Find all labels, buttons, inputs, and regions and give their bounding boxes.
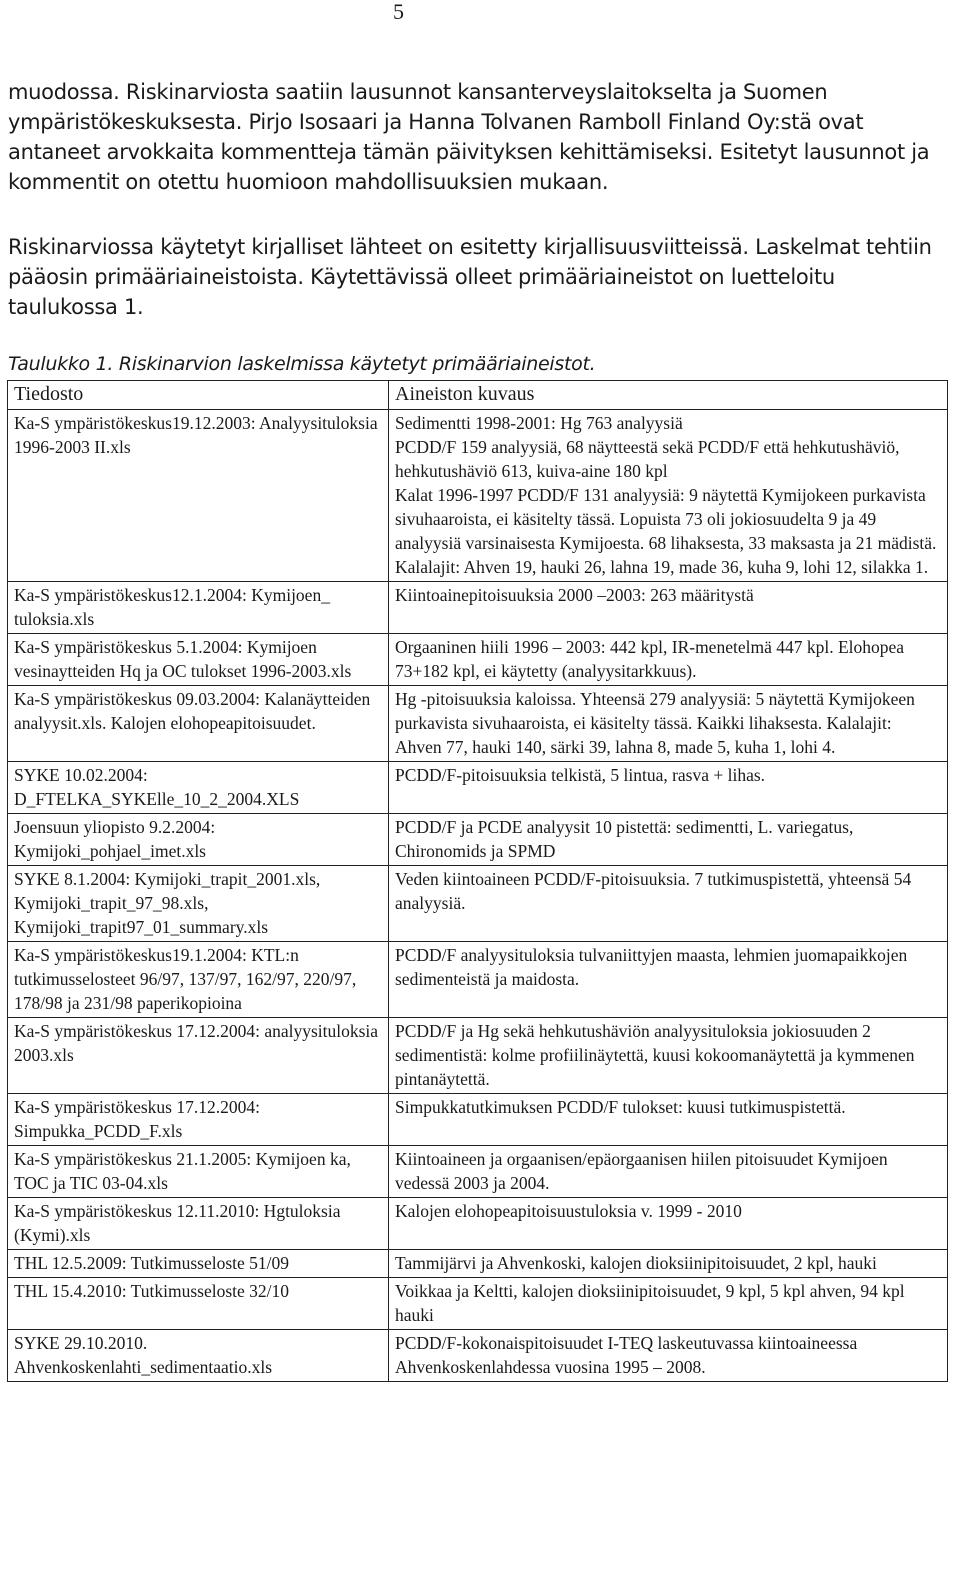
description-cell: Simpukkatutkimuksen PCDD/F tulokset: kuusi tutkimuspistettä. [389,1094,948,1146]
file-cell: Ka-S ympäristökeskus 21.1.2005: Kymijoen ka, TOC ja TIC 03-04.xls [8,1146,389,1198]
file-cell: Ka-S ympäristökeskus 12.11.2010: Hgtuloksia (Kymi).xls [8,1198,389,1250]
table-row [8,1330,948,1382]
table-row [8,814,948,866]
file-cell: Ka-S ympäristökeskus12.1.2004: Kymijoen_ tuloksia.xls [8,582,389,634]
description-cell: Veden kiintoaineen PCDD/F-pitoisuuksia. 7 tutkimuspistettä, yhteensä 54 analyysiä. [389,866,948,942]
description-cell: Kiintoainepitoisuuksia 2000 –2003: 263 määritystä [389,582,948,634]
description-cell: PCDD/F-pitoisuuksia telkistä, 5 lintua, rasva + lihas. [389,762,948,814]
description-cell: Sedimentti 1998-2001: Hg 763 analyysiä PCDD/F 159 analyysiä, 68 näytteestä sekä PCDD/F että hehkutushäviö, hehkutushäviö 613, kuiva-aine 180 kpl Kalat 1996-1997 PCDD/F 131 analyysiä: 9 näytettä Kymijokeen purkavista sivuhaaroista, ei käsitelty tässä. Lopuista 73 oli jokiosuudelta 9 ja 49 analyysiä varsinaisesta Kymijoesta. 68 lihaksesta, 33 maksasta ja 21 mädistä. Kalalajit: Ahven 19, hauki 26, lahna 19, made 36, kuha 9, lohi 12, silakka 1. [389,410,948,582]
file-cell: Ka-S ympäristökeskus 09.03.2004: Kalanäytteiden analyysit.xls. Kalojen elohopeapitoisuudet. [8,686,389,762]
description-cell: Orgaaninen hiili 1996 – 2003: 442 kpl, IR-menetelmä 447 kpl. Elohopea 73+182 kpl, ei käytetty (analyysitarkkuus). [389,634,948,686]
file-cell: Ka-S ympäristökeskus 17.12.2004: Simpukka_PCDD_F.xls [8,1094,389,1146]
table-row [8,762,948,814]
table-row [8,1018,948,1094]
table-row [8,866,948,942]
file-cell: Ka-S ympäristökeskus19.1.2004: KTL:n tutkimusselosteet 96/97, 137/97, 162/97, 220/97, 178/98 ja 231/98 paperikopioina [8,942,389,1018]
file-cell: SYKE 10.02.2004: D_FTELKA_SYKElle_10_2_2004.XLS [8,762,389,814]
intro-paragraph: muodossa. Riskinarviosta saatiin lausunnot kansanterveyslaitokselta ja Suomen ympäristökeskuksesta. Pirjo Isosaari ja Hanna Tolvanen Ramboll Finland Oy:stä ovat antaneet arvokkaita kommentteja tämän päivityksen kehittämiseksi. Esitetyt lausunnot ja kommentit on otettu huomioon mahdollisuuksien mukaan. [8,80,930,194]
table-row [8,1146,948,1198]
primary-data-table [7,380,948,1382]
file-cell: THL 15.4.2010: Tutkimusseloste 32/10 [8,1278,389,1330]
file-cell: SYKE 8.1.2004: Kymijoki_trapit_2001.xls, Kymijoki_trapit_97_98.xls, Kymijoki_trapit97_01_summary.xls [8,866,389,942]
file-cell: Joensuun yliopisto 9.2.2004: Kymijoki_pohjael_imet.xls [8,814,389,866]
description-cell: Tammijärvi ja Ahvenkoski, kalojen dioksiinipitoisuudet, 2 kpl, hauki [389,1250,948,1278]
sources-paragraph: Riskinarviossa käytetyt kirjalliset lähteet on esitetty kirjallisuusviitteissä. Laskelmat tehtiin pääosin primääriaineistoista. Käytettävissä olleet primääriaineistot on luetteloitu taulukossa 1. [8,235,932,319]
description-cell: PCDD/F-kokonaispitoisuudet I-TEQ laskeutuvassa kiintoaineessa Ahvenkoskenlahdessa vuosina 1995 – 2008. [389,1330,948,1382]
header-file: Tiedosto [8,381,389,410]
file-cell: THL 12.5.2009: Tutkimusseloste 51/09 [8,1250,389,1278]
description-cell: Hg -pitoisuuksia kaloissa. Yhteensä 279 analyysiä: 5 näytettä Kymijokeen purkavista sivuhaaroista, ei käsitelty tässä. Kaikki lihaksesta. Kalalajit: Ahven 77, hauki 140, särki 39, lahna 8, made 5, kuha 1, lohi 4. [389,686,948,762]
table-row [8,410,948,582]
page-number: 5 [393,0,404,24]
file-cell: Ka-S ympäristökeskus 5.1.2004: Kymijoen vesinaytteiden Hq ja OC tulokset 1996-2003.xls [8,634,389,686]
description-cell: PCDD/F ja Hg sekä hehkutushäviön analyysituloksia jokiosuuden 2 sedimentistä: kolme profiilinäytettä, kuusi kokoomanäytettä ja kymmenen pintanäytettä. [389,1018,948,1094]
description-cell: PCDD/F analyysituloksia tulvaniittyjen maasta, lehmien juomapaikkojen sedimenteistä ja maidosta. [389,942,948,1018]
table-caption: Taulukko 1. Riskinarvion laskelmissa käytetyt primääriaineistot. [8,353,596,375]
file-cell: SYKE 29.10.2010. Ahvenkoskenlahti_sedimentaatio.xls [8,1330,389,1382]
file-cell: Ka-S ympäristökeskus19.12.2003: Analyysituloksia 1996-2003 II.xls [8,410,389,582]
description-cell: Kiintoaineen ja orgaanisen/epäorgaanisen hiilen pitoisuudet Kymijoen vedessä 2003 ja 2004. [389,1146,948,1198]
header-description: Aineiston kuvaus [389,381,948,410]
table-row [8,582,948,634]
description-cell: Voikkaa ja Keltti, kalojen dioksiinipitoisuudet, 9 kpl, 5 kpl ahven, 94 kpl hauki [389,1278,948,1330]
table-row [8,1198,948,1250]
table-row [8,634,948,686]
description-cell: Kalojen elohopeapitoisuustuloksia v. 1999 - 2010 [389,1198,948,1250]
table-row [8,1250,948,1278]
file-cell: Ka-S ympäristökeskus 17.12.2004: analyysituloksia 2003.xls [8,1018,389,1094]
table-row [8,942,948,1018]
table-row [8,1094,948,1146]
table-row [8,1278,948,1330]
description-cell: PCDD/F ja PCDE analyysit 10 pistettä: sedimentti, L. variegatus, Chironomids ja SPMD [389,814,948,866]
table-row [8,686,948,762]
table-header-row [8,381,948,410]
